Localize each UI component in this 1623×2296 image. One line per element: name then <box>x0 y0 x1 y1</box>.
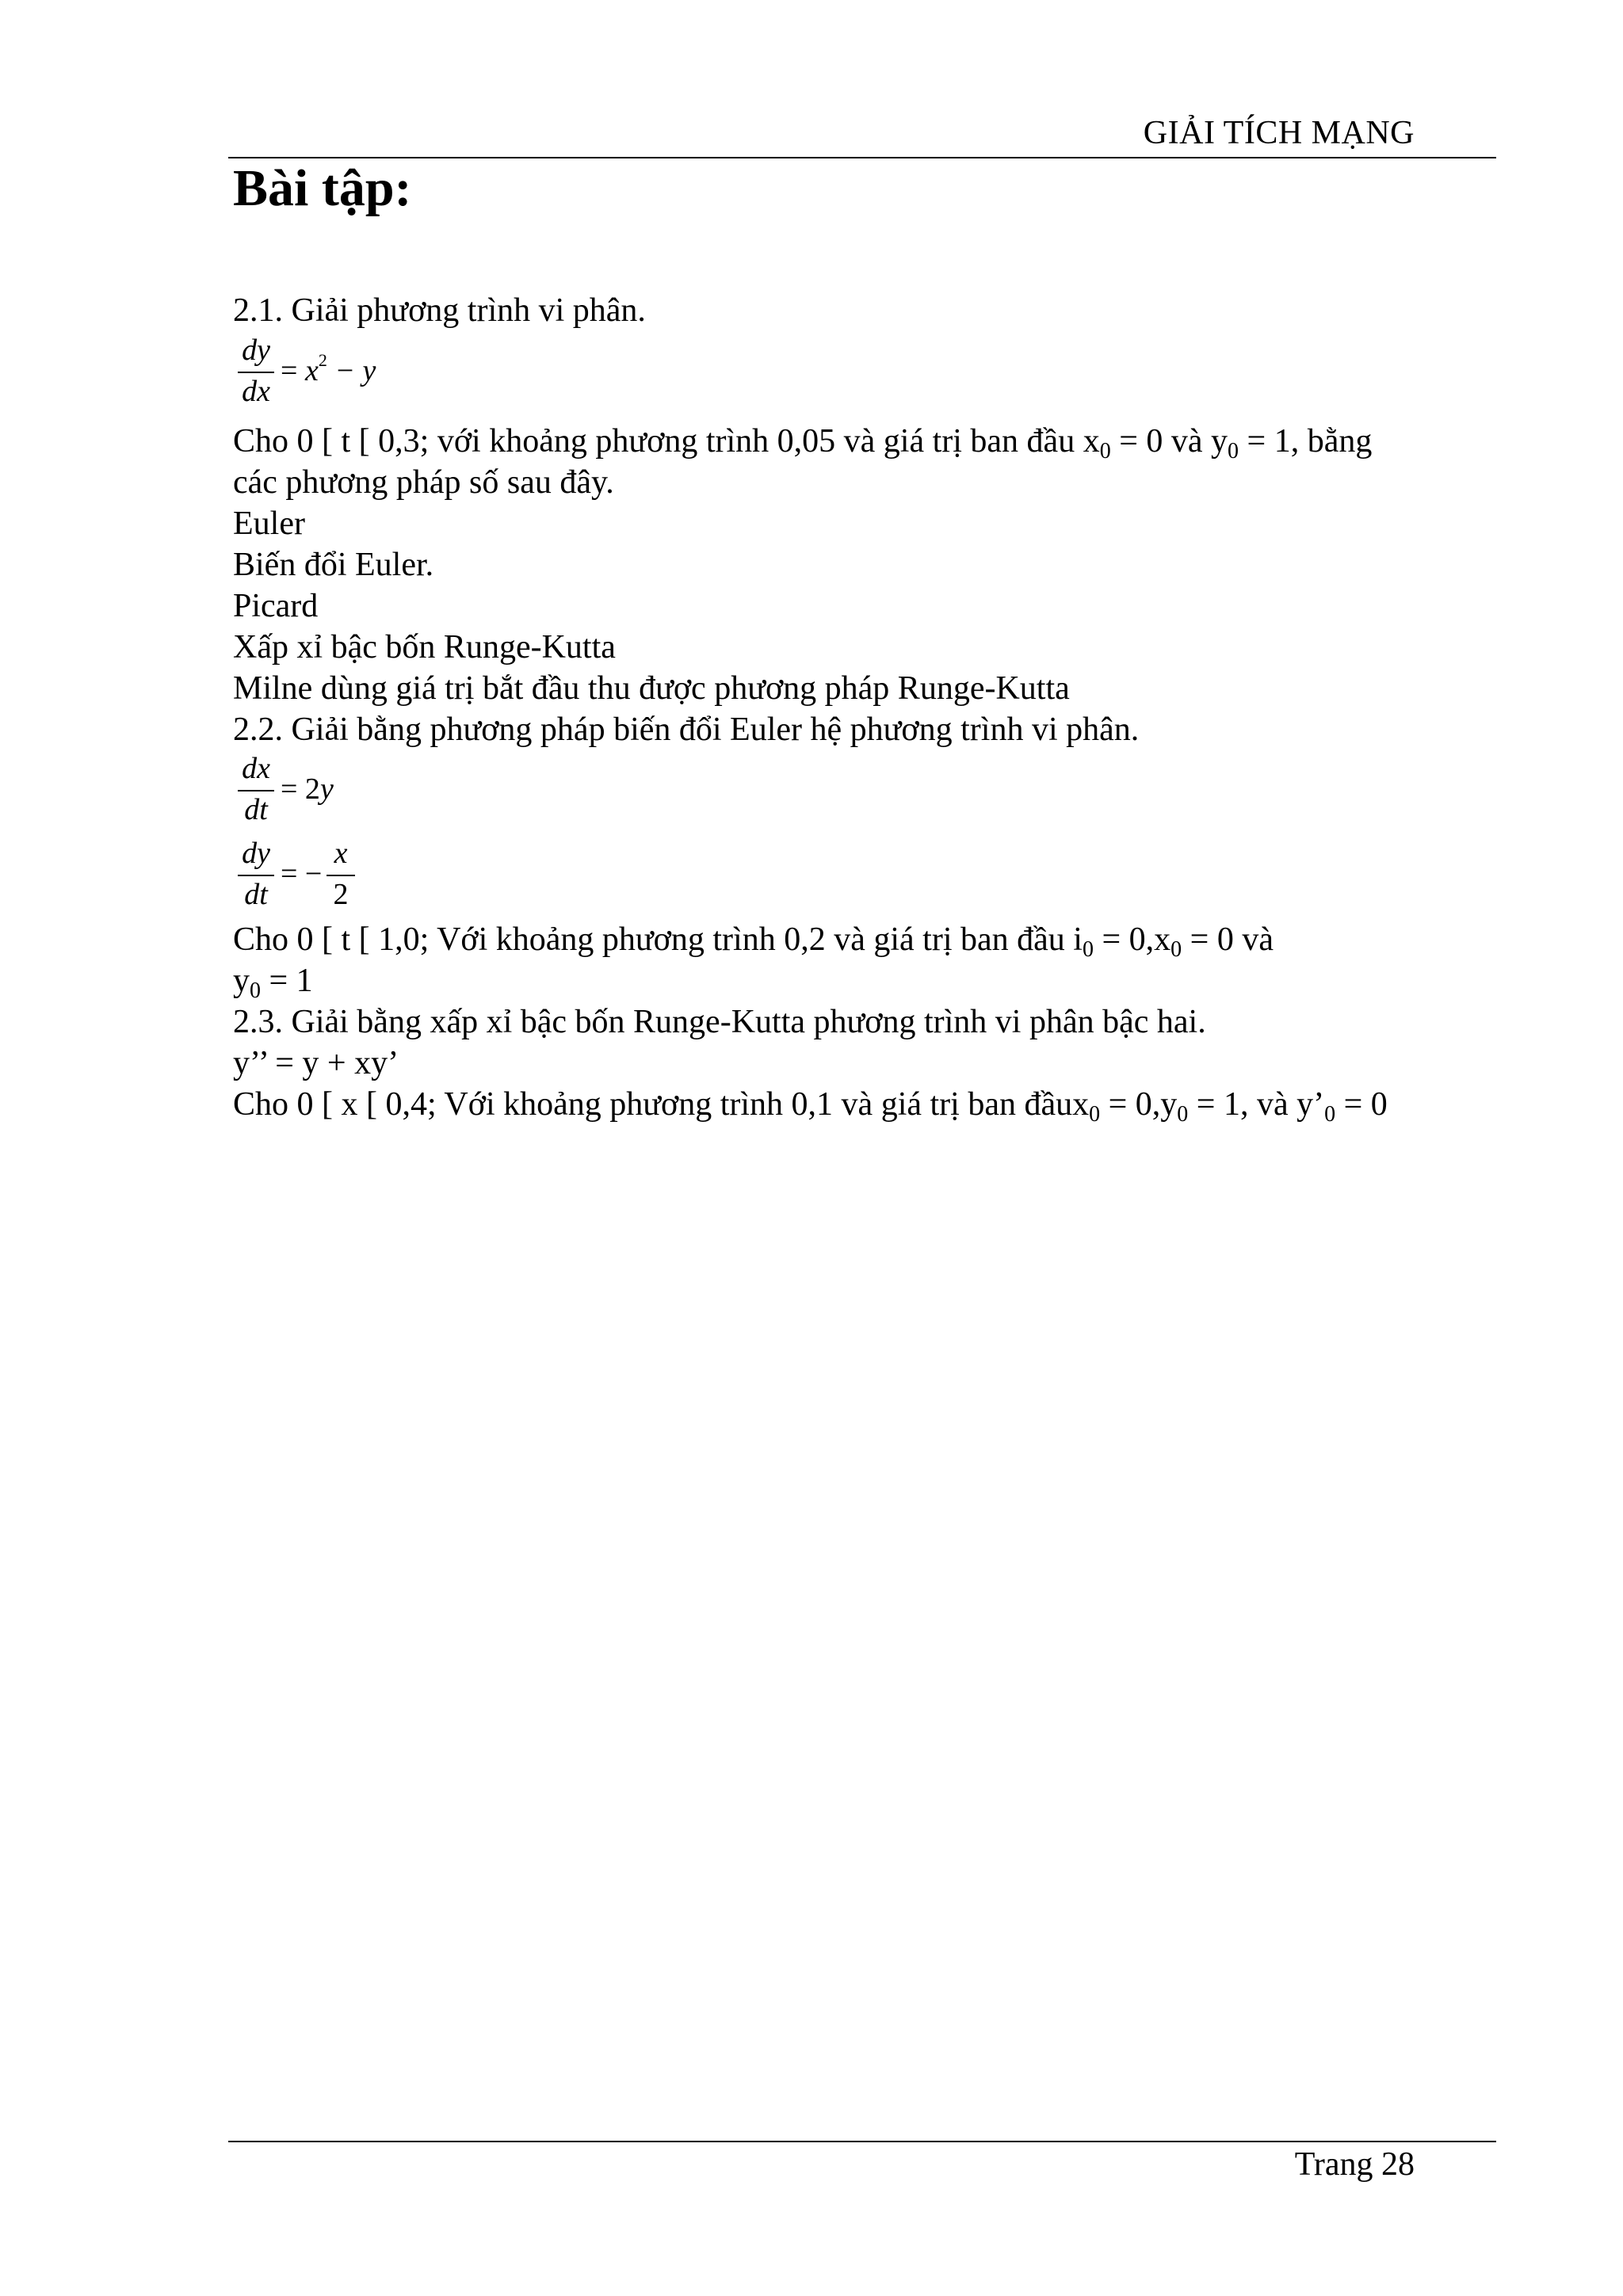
eq-2-1-exponent: 2 <box>318 350 327 370</box>
exercise-2-3-title: 2.3. Giải bằng xấp xỉ bậc bốn Runge-Kutta phương trình vi phân bậc hai. <box>233 1004 1206 1040</box>
cond-text: = 1, bằng <box>1239 423 1373 460</box>
exercise-2-2-condition <box>233 919 1274 960</box>
cond-text: = 0 <box>1335 1086 1388 1123</box>
equation-2-3: y’’ = y + xy’ <box>233 1045 399 1081</box>
cond-text: = 1 <box>261 963 313 999</box>
exercise-2-1-condition <box>233 421 1372 462</box>
section-heading: Bài tập: <box>233 159 412 217</box>
eq-2-1-rhs <box>281 350 376 388</box>
header-rule <box>228 157 1496 158</box>
eq-2-2b-rhs: = − <box>281 857 323 891</box>
subscript: 0 <box>1170 937 1182 962</box>
rhs-text: = 2 <box>281 772 320 806</box>
rhs-variable: y <box>319 772 334 806</box>
eq-2-2b-rhs-numerator: x <box>334 837 348 870</box>
subscript: 0 <box>1099 439 1111 463</box>
header-title: GIẢI TÍCH MẠNG <box>1143 115 1415 151</box>
fraction-bar <box>238 790 274 791</box>
fraction-bar <box>238 875 274 876</box>
eq-2-2a-rhs <box>281 772 334 807</box>
footer-rule <box>228 2141 1496 2142</box>
eq-2-2b-rhs-denominator: 2 <box>333 878 349 911</box>
exercise-2-1-title: 2.1. Giải phương trình vi phân. <box>233 292 646 329</box>
fraction-bar <box>327 875 355 876</box>
exercise-2-1-condition-line2: các phương pháp số sau đây. <box>233 464 614 501</box>
eq-2-2a-denominator: dt <box>244 793 268 826</box>
cond-text: Cho 0 [ t [ 1,0; Với khoảng phương trình 0,2 và giá trị ban đầu i <box>233 921 1083 958</box>
subscript: 0 <box>1082 937 1094 962</box>
method-modified-euler: Biến đổi Euler. <box>233 547 434 583</box>
subscript: 0 <box>1177 1102 1189 1127</box>
eq-2-1-numerator: dy <box>242 334 270 367</box>
eq-2-2b-numerator: dy <box>242 837 270 870</box>
eq-2-1-base: x <box>304 354 319 387</box>
fraction-bar <box>238 372 274 373</box>
exercise-2-2-condition-line2 <box>233 960 313 1001</box>
method-picard: Picard <box>233 588 319 624</box>
exercise-2-2-title: 2.2. Giải bằng phương pháp biến đổi Euler hệ phương trình vi phân. <box>233 711 1140 748</box>
exercise-2-3-condition <box>233 1084 1388 1125</box>
cond-text: Cho 0 [ t [ 0,3; với khoảng phương trình 0,05 và giá trị ban đầu x <box>233 423 1100 460</box>
subscript: 0 <box>250 978 261 1003</box>
cond-text: = 0 và y <box>1110 423 1228 460</box>
method-runge-kutta: Xấp xỉ bậc bốn Runge-Kutta <box>233 629 616 666</box>
method-milne: Milne dùng giá trị bắt đầu thu được phương pháp Runge-Kutta <box>233 670 1070 707</box>
eq-2-1-tail: − y <box>327 354 376 387</box>
cond-text: = 1, và y’ <box>1188 1086 1325 1123</box>
subscript: 0 <box>1089 1102 1101 1127</box>
subscript: 0 <box>1324 1102 1336 1127</box>
cond-text: = 0,y <box>1100 1086 1178 1123</box>
eq-2-2a-numerator: dx <box>242 752 270 785</box>
cond-text: = 0 và <box>1182 921 1274 958</box>
subscript: 0 <box>1228 439 1239 463</box>
page-number: Trang 28 <box>1294 2146 1415 2183</box>
cond-text: = 0,x <box>1093 921 1171 958</box>
eq-2-2b-denominator: dt <box>244 878 268 911</box>
cond-text: Cho 0 [ x [ 0,4; Với khoảng phương trình 0,1 và giá trị ban đầux <box>233 1086 1090 1123</box>
equals-sign: = <box>281 354 298 387</box>
eq-2-1-denominator: dx <box>242 375 270 408</box>
method-euler: Euler <box>233 505 305 542</box>
cond-text: y <box>233 963 250 999</box>
